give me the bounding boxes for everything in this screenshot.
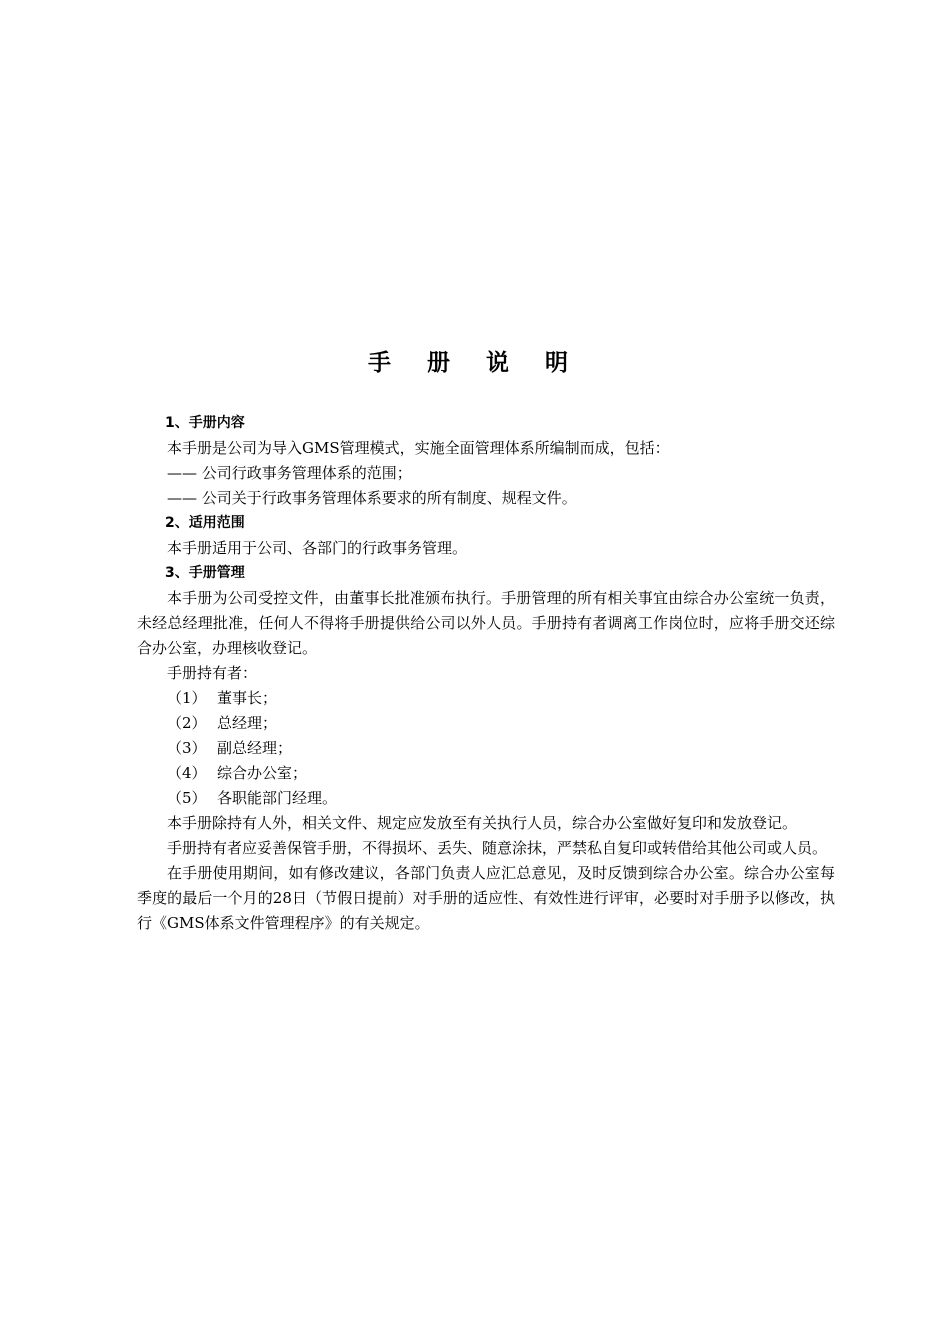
section-heading-content: 1、手册内容 bbox=[165, 415, 245, 431]
paragraph: —— 公司行政事务管理体系的范围； bbox=[167, 464, 412, 482]
paragraph: —— 公司关于行政事务管理体系要求的所有制度、规程文件。 bbox=[167, 489, 577, 507]
paragraph: 本手册除持有人外，相关文件、规定应发放至有关执行人员，综合办公室做好复印和发放登记。 bbox=[167, 814, 798, 832]
document-title: 手 册 说 明 bbox=[367, 350, 583, 376]
list-item-text: 董事长； bbox=[217, 689, 278, 707]
list-item bbox=[137, 761, 835, 786]
paragraph: 手册持有者应妥善保管手册，不得损坏、丢失、随意涂抹，严禁私自复印或转借给其他公司或人员。 bbox=[167, 839, 828, 857]
paragraph: 手册持有者： bbox=[167, 664, 258, 682]
list-item-number: （5） bbox=[167, 789, 207, 807]
list-item-text: 各职能部门经理。 bbox=[217, 789, 338, 807]
list-item-text: 副总经理； bbox=[217, 739, 293, 757]
list-item-number: （4） bbox=[167, 764, 207, 782]
section-heading-management: 3、手册管理 bbox=[165, 565, 245, 581]
paragraph: 本手册是公司为导入GMS管理模式，实施全面管理体系所编制而成，包括： bbox=[167, 439, 670, 457]
paragraph: 本手册为公司受控文件，由董事长批准颁布执行。手册管理的所有相关事宜由综合办公室统一负责，未经总经理批准，任何人不得将手册提供给公司以外人员。手册持有者调离工作岗位时，应将手册交还综合办公室，办理核收登记。 bbox=[137, 589, 835, 657]
document-body bbox=[137, 411, 835, 936]
list-item bbox=[137, 686, 835, 711]
list-item bbox=[137, 711, 835, 736]
list-item-number: （3） bbox=[167, 739, 207, 757]
paragraph: 在手册使用期间，如有修改建议，各部门负责人应汇总意见，及时反馈到综合办公室。综合办公室每季度的最后一个月的28日（节假日提前）对手册的适应性、有效性进行评审，必要时对手册予以修改，执行《GMS体系文件管理程序》的有关规定。 bbox=[137, 864, 835, 932]
list-item bbox=[137, 736, 835, 761]
paragraph: 本手册适用于公司、各部门的行政事务管理。 bbox=[167, 539, 468, 557]
list-item-text: 综合办公室； bbox=[217, 764, 308, 782]
section-heading-scope: 2、适用范围 bbox=[165, 515, 245, 531]
list-item-text: 总经理； bbox=[217, 714, 278, 732]
list-item-number: （2） bbox=[167, 714, 207, 732]
list-item bbox=[137, 786, 835, 811]
list-item-number: （1） bbox=[167, 689, 207, 707]
